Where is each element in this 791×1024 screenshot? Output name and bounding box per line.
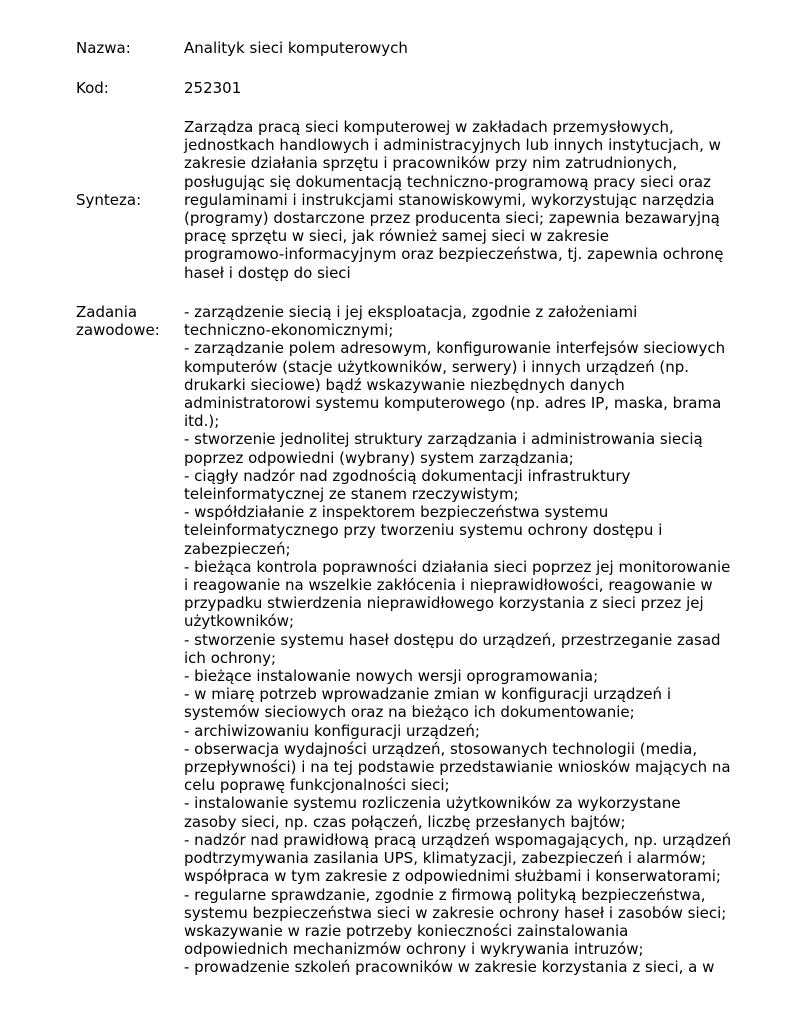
zadania-line: administratorowi systemu komputerowego (np. adres IP, maska, brama <box>184 394 722 413</box>
zadania-line: - stworzenie systemu haseł dostępu do urządzeń, przestrzeganie zasad <box>184 630 721 649</box>
zadania-label <box>76 303 160 339</box>
synteza-line: (programy) dostarczone przez producenta sieci; zapewnia bezawaryjną <box>184 209 720 228</box>
zadania-line: teleinformatycznej ze stanem rzeczywistym; <box>184 485 519 504</box>
zadania-label-line: Zadania <box>76 303 138 321</box>
zadania-line: systemów sieciowych oraz na bieżąco ich dokumentowanie; <box>184 703 635 722</box>
zadania-line: - bieżąca kontrola poprawności działania sieci poprzez jej monitorowanie <box>184 557 731 576</box>
zadania-line: - regularne sprawdzanie, zgodnie z firmową polityką bezpieczeństwa, <box>184 885 706 904</box>
zadania-line: - instalowanie systemu rozliczenia użytkowników za wykorzystane <box>184 794 681 813</box>
zadania-line: - prowadzenie szkoleń pracowników w zakresie korzystania z sieci, a w <box>184 958 715 977</box>
zadania-line: drukarki sieciowe) bądź wskazywanie niezbędnych danych <box>184 375 625 394</box>
zadania-line: poprzez odpowiedni (wybrany) system zarządzania; <box>184 448 574 467</box>
zadania-line: komputerów (stacje użytkowników, serwery) i innych urządzeń (np. <box>184 357 689 376</box>
synteza-line: programowo-informacyjnym oraz bezpieczeństwa, tj. zapewnia ochronę <box>184 245 724 264</box>
zadania-line: przypadku stwierdzenia nieprawidłowego korzystania z sieci przez jej <box>184 594 704 613</box>
zadania-line: - zarządzenie siecią i jej eksploatacja, zgodnie z założeniami <box>184 303 638 321</box>
zadania-list <box>184 303 764 977</box>
zadania-line: - nadzór nad prawidłową pracą urządzeń wspomagających, np. urządzeń <box>184 830 732 849</box>
zadania-line: - w miarę potrzeb wprowadzanie zmian w konfiguracji urządzeń i <box>184 685 671 704</box>
nazwa-value: Analityk sieci komputerowych <box>184 39 408 57</box>
zadania-line: wskazywanie w razie potrzeby konieczności zainstalowania <box>184 921 629 940</box>
synteza-label: Synteza: <box>76 191 142 209</box>
zadania-line: - archiwizowaniu konfiguracji urządzeń; <box>184 721 480 740</box>
kod-label: Kod: <box>76 79 109 97</box>
zadania-line: zabezpieczeń; <box>184 539 291 558</box>
synteza-text <box>184 118 764 282</box>
zadania-line: użytkowników; <box>184 612 295 631</box>
zadania-line: techniczno-ekonomicznymi; <box>184 321 394 340</box>
synteza-line: regulaminami i instrukcjami stanowiskowymi, wykorzystując narzędzia <box>184 190 715 209</box>
zadania-line: współpraca w tym zakresie z odpowiednimi służbami i konserwatorami; <box>184 867 721 886</box>
zadania-line: - współdziałanie z inspektorem bezpieczeństwa systemu <box>184 503 609 522</box>
zadania-line: podtrzymywania zasilania UPS, klimatyzacji, zabezpieczeń i alarmów; <box>184 849 707 868</box>
synteza-line: Zarządza pracą sieci komputerowej w zakładach przemysłowych, <box>184 118 674 136</box>
zadania-line: - obserwacja wydajności urządzeń, stosowanych technologii (media, <box>184 739 698 758</box>
synteza-line: posługując się dokumentacją techniczno-programową pracy sieci oraz <box>184 172 711 191</box>
synteza-line: pracę sprzętu w sieci, jak również samej sieci w zakresie <box>184 227 609 246</box>
zadania-line: teleinformatycznego przy tworzeniu systemu ochrony dostępu i <box>184 521 663 540</box>
zadania-line: przepływności) i na tej podstawie przedstawianie wniosków mających na <box>184 758 731 777</box>
zadania-line: - ciągły nadzór nad zgodnością dokumentacji infrastruktury <box>184 466 631 485</box>
synteza-line: zakresie działania sprzętu i pracowników przy nim zatrudnionych, <box>184 154 678 173</box>
zadania-line: - stworzenie jednolitej struktury zarządzania i administrowania siecią <box>184 430 703 449</box>
zadania-line: zasoby sieci, np. czas połączeń, liczbę przesłanych bajtów; <box>184 812 626 831</box>
zadania-line: ich ochrony; <box>184 648 277 667</box>
zadania-line: - zarządzanie polem adresowym, konfigurowanie interfejsów sieciowych <box>184 339 726 358</box>
zadania-line: i reagowanie na wszelkie zakłócenia i nieprawidłowości, reagowanie w <box>184 576 713 595</box>
zadania-line: itd.); <box>184 412 220 431</box>
zadania-label-line: zawodowe: <box>76 321 160 339</box>
synteza-line: haseł i dostęp do sieci <box>184 263 351 282</box>
nazwa-label: Nazwa: <box>76 39 131 57</box>
zadania-line: systemu bezpieczeństwa sieci w zakresie ochrony haseł i zasobów sieci; <box>184 903 727 922</box>
synteza-line: jednostkach handlowych i administracyjnych lub innych instytucjach, w <box>184 136 721 155</box>
zadania-line: - bieżące instalowanie nowych wersji oprogramowania; <box>184 667 599 686</box>
kod-value: 252301 <box>184 79 242 97</box>
zadania-line: celu poprawę funkcjonalności sieci; <box>184 776 450 795</box>
zadania-line: odpowiednich mechanizmów ochrony i wykrywania intruzów; <box>184 940 644 959</box>
